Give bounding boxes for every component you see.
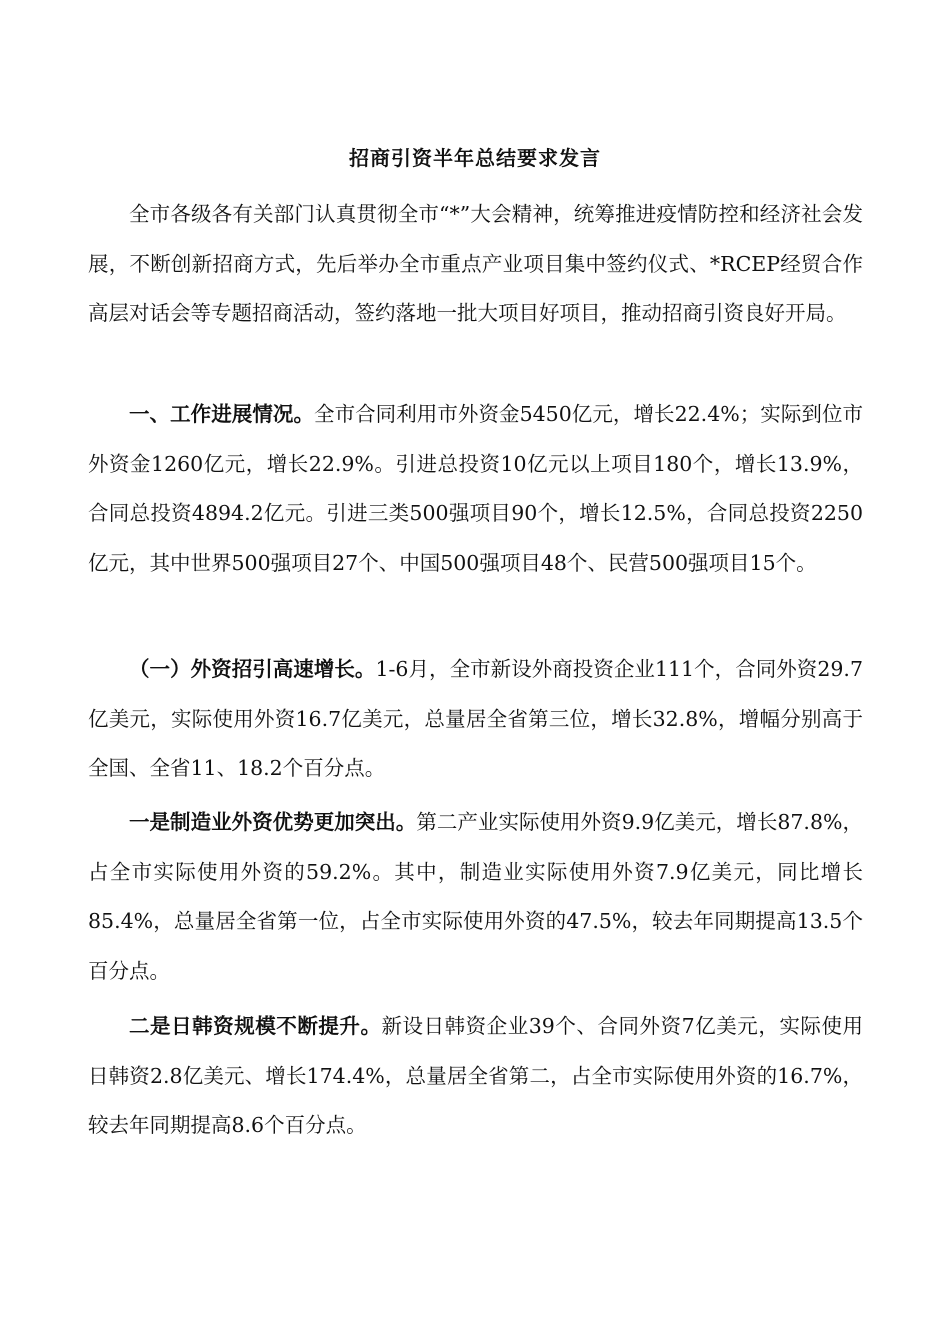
paragraph-text: 新设日韩资企业39个、合同外资7亿美元，实际使用日韩资2.8亿美元、增长174.4%，总量居全省第二，占全市实际使用外资的16.7%，较去年同期提高8.6个百分点。	[88, 1014, 863, 1137]
paragraph-lead: 二是日韩资规模不断提升。	[129, 1014, 382, 1038]
paragraph-intro	[88, 190, 863, 339]
paragraph-text: 1-6月，全市新设外商投资企业111个，合同外资29.7亿美元，实际使用外资16.7亿美元，总量居全省第三位，增长32.8%，增幅分别高于全国、全省11、18.2个百分点。	[88, 657, 863, 780]
paragraph-lead: （一）外资招引高速增长。	[129, 657, 376, 681]
document-title: 招商引资半年总结要求发言	[349, 146, 601, 170]
paragraph-work-progress	[88, 390, 863, 588]
paragraph-text: 全市合同利用市外资金5450亿元，增长22.4%；实际到位市外资金1260亿元，增长22.9%。引进总投资10亿元以上项目180个，增长13.9%，合同总投资4894.2亿元。引进三类500强项目90个，增长12.5%，合同总投资2250亿元，其中世界500强项目27个、中国500强项目48个、民营500强项目15个。	[88, 402, 864, 575]
paragraph-text: 第二产业实际使用外资9.9亿美元，增长87.8%，占全市实际使用外资的59.2%。其中，制造业实际使用外资7.9亿美元，同比增长85.4%，总量居全省第一位，占全市实际使用外资的47.5%，较去年同期提高13.5个百分点。	[88, 810, 863, 983]
paragraph-japan-korea	[88, 1002, 863, 1151]
paragraph-manufacturing	[88, 798, 863, 996]
paragraph-text: 全市各级各有关部门认真贯彻全市“*”大会精神，统筹推进疫情防控和经济社会发展，不断创新招商方式，先后举办全市重点产业项目集中签约仪式、*RCEP经贸合作高层对话会等专题招商活动，签约落地一批大项目好项目，推动招商引资良好开局。	[88, 202, 863, 325]
paragraph-lead: 一是制造业外资优势更加突出。	[129, 810, 417, 834]
paragraph-lead: 一、工作进展情况。	[129, 402, 315, 426]
paragraph-foreign-investment	[88, 645, 863, 794]
